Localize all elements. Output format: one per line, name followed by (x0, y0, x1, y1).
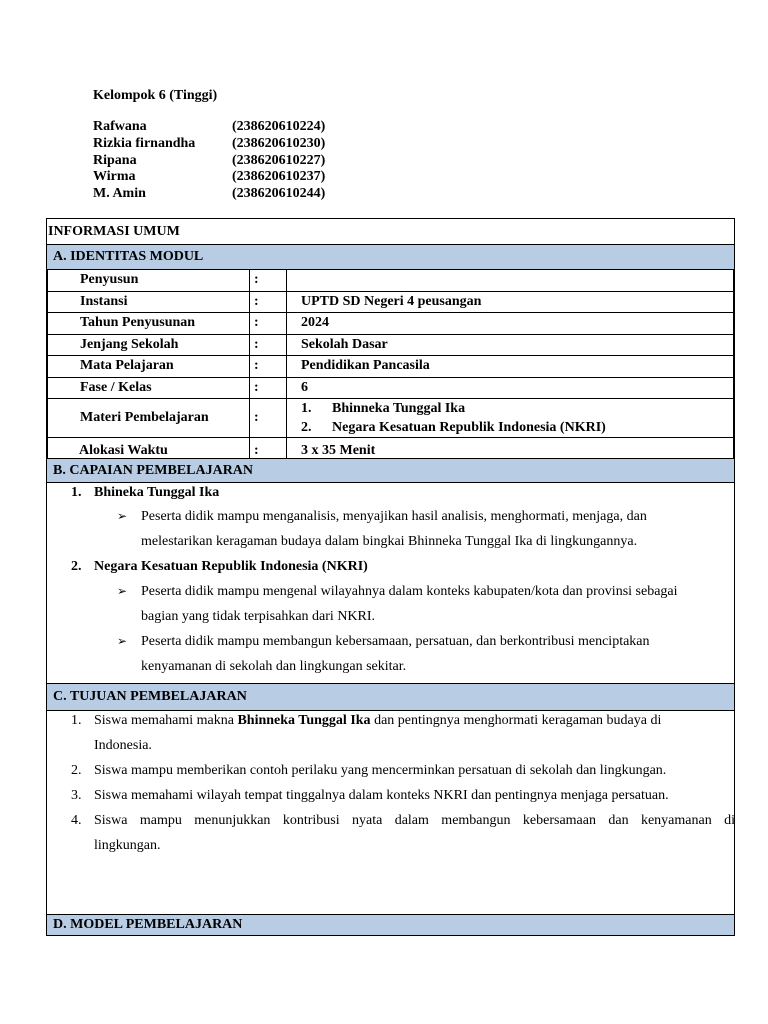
module-document (46, 218, 735, 936)
row-colon: : (250, 313, 287, 335)
row-colon: : (250, 356, 287, 378)
row-label: Fase / Kelas (48, 377, 250, 399)
list-item (71, 758, 666, 783)
text-line: kenyamanan di sekolah dan lingkungan sekitar. (141, 659, 407, 674)
table-row (48, 313, 734, 335)
row-colon: : (250, 438, 287, 465)
list-number: 1. (71, 485, 82, 500)
row-label: Instansi (48, 291, 250, 313)
section-a-header: A. IDENTITAS MODUL (47, 244, 734, 270)
list-number: 2. (71, 559, 82, 574)
text-line: melestarikan keragaman budaya dalam bingkai Bhinneka Tunggal Ika di lingkungannya. (141, 534, 638, 549)
section-c-header: C. TUJUAN PEMBELAJARAN (47, 683, 734, 711)
bullet-text (141, 504, 647, 554)
row-value: Pendidikan Pancasila (287, 356, 734, 378)
list-item (301, 399, 733, 418)
list-item (301, 418, 733, 437)
table-row (48, 270, 734, 292)
list-text: Negara Kesatuan Republik Indonesia (NKRI) (332, 420, 606, 435)
member-name: M. Amin (93, 186, 146, 202)
bullet-text (141, 629, 650, 679)
row-value: 2024 (287, 313, 734, 335)
list-text: Siswa mampu memberikan contoh perilaku yang mencerminkan persatuan di sekolah dan lingkungan. (94, 763, 667, 778)
row-label: Alokasi Waktu (48, 438, 250, 465)
row-colon: : (250, 399, 287, 438)
list-text (94, 808, 735, 858)
member-id: (238620610244) (232, 186, 326, 202)
text-line: Indonesia. (94, 738, 152, 753)
text-line: Peserta didik mampu membangun kebersamaan, persatuan, dan berkontribusi menciptakan (141, 634, 650, 649)
identity-table (47, 269, 734, 465)
row-value: UPTD SD Negeri 4 peusangan (287, 291, 734, 313)
row-value (287, 399, 734, 438)
bullet-item (117, 579, 737, 629)
list-item (71, 808, 735, 858)
text-line: lingkungan. (94, 838, 161, 853)
list-item (71, 708, 735, 758)
text-span: Siswa memahami makna (94, 713, 238, 728)
arrow-bullet-icon: ➢ (117, 509, 128, 523)
bullet-item (117, 504, 737, 554)
list-number: 4. (71, 813, 82, 828)
table-row (48, 334, 734, 356)
list-text: Bhineka Tunggal Ika (94, 485, 220, 500)
row-label: Tahun Penyusunan (48, 313, 250, 335)
row-value: 3 x 35 Menit (287, 438, 734, 465)
text-line: Peserta didik mampu menganalisis, menyajikan hasil analisis, menghormati, menjaga, dan (141, 509, 647, 524)
member-row (93, 136, 325, 153)
section-b-header: B. CAPAIAN PEMBELAJARAN (47, 458, 734, 483)
table-row (48, 291, 734, 313)
row-colon: : (250, 334, 287, 356)
list-text: Negara Kesatuan Republik Indonesia (NKRI) (94, 559, 368, 574)
row-value: 6 (287, 377, 734, 399)
table-row (48, 399, 734, 438)
section-d-header: D. MODEL PEMBELAJARAN (47, 914, 734, 936)
member-id: (238620610224) (232, 119, 326, 134)
member-id: (238620610227) (232, 152, 326, 168)
bold-span: Bhinneka Tunggal Ika (237, 713, 371, 728)
list-number: 2. (71, 763, 82, 778)
info-umum-heading: INFORMASI UMUM (48, 224, 180, 239)
table-row (48, 356, 734, 378)
list-number: 1. (71, 713, 82, 728)
list-number: 3. (71, 788, 82, 803)
row-colon: : (250, 377, 287, 399)
member-row (93, 153, 325, 170)
member-name: Rafwana (93, 119, 147, 134)
row-label: Mata Pelajaran (48, 356, 250, 378)
row-label: Jenjang Sekolah (48, 334, 250, 356)
arrow-bullet-icon: ➢ (117, 584, 128, 598)
materi-list (301, 399, 733, 437)
member-name: Ripana (93, 152, 137, 168)
member-row (93, 169, 325, 186)
row-label: Materi Pembelajaran (48, 399, 250, 438)
text-span: dan pentingnya menghormati keragaman budaya di (370, 713, 662, 728)
member-id: (238620610237) (232, 169, 326, 185)
bullet-item (117, 629, 737, 679)
text-line: Siswa mampu menunjukkan kontribusi nyata dalam membangun kebersamaan dan kenyamanan di (94, 813, 735, 828)
member-id: (238620610230) (232, 135, 326, 151)
row-value: Sekolah Dasar (287, 334, 734, 356)
text-line: Peserta didik mampu mengenal wilayahnya dalam konteks kabupaten/kota dan provinsi sebagai (141, 584, 678, 599)
member-list (93, 119, 325, 203)
member-row (93, 186, 325, 203)
list-number: 1. (301, 401, 312, 416)
arrow-bullet-icon: ➢ (117, 634, 128, 648)
row-colon: : (250, 270, 287, 292)
row-label: Penyusun (48, 270, 250, 292)
member-row (93, 119, 325, 136)
row-value (287, 270, 734, 292)
member-name: Wirma (93, 169, 136, 185)
list-number: 2. (301, 420, 312, 435)
table-row (48, 377, 734, 399)
text-line: bagian yang tidak terpisahkan dari NKRI. (141, 609, 376, 624)
member-name: Rizkia firnandha (93, 135, 196, 151)
list-item (71, 480, 219, 505)
list-text (94, 708, 661, 758)
list-text: Bhinneka Tunggal Ika (332, 401, 466, 416)
list-item (71, 554, 368, 579)
row-colon: : (250, 291, 287, 313)
list-text: Siswa memahami wilayah tempat tinggalnya dalam konteks NKRI dan pentingnya menjaga persatuan. (94, 788, 669, 803)
list-item (71, 783, 669, 808)
bullet-text (141, 579, 678, 629)
group-title: Kelompok 6 (Tinggi) (93, 88, 218, 103)
